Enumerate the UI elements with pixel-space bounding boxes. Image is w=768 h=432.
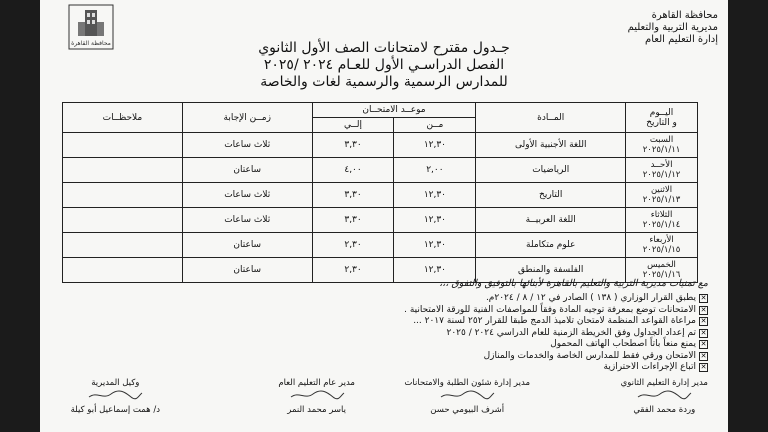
signature-block <box>278 378 355 416</box>
instruction-text: يمنع منعاً باتاً اصطحاب الهاتف المحمول <box>550 339 696 349</box>
from-cell: ١٢,٣٠ <box>394 183 476 208</box>
signatory-name: أشرف البيومي حسن <box>430 405 505 415</box>
to-cell: ٢,٣٠ <box>312 233 394 258</box>
duration-cell: ساعتان <box>182 158 312 183</box>
to-cell: ٣,٣٠ <box>312 208 394 233</box>
title-line-2: الفصل الدراسـي الأول للعـام ٢٠٢٤ /٢٠٢٥ <box>263 57 505 73</box>
instruction-text: الامتحانات توضع بمعرفة توجيه المادة وفقاً للمواصفات الفنية للورقة الامتحانية . <box>404 304 696 315</box>
duration-cell: ساعتان <box>182 233 312 258</box>
signatory-name: وردة محمد الفقي <box>633 405 696 415</box>
from-cell: ١٢,٣٠ <box>394 208 476 233</box>
day-name: الأربعاء <box>649 235 674 245</box>
day-name: الثلاثاء <box>650 210 673 220</box>
day-name: الخميس <box>647 260 676 270</box>
handwritten-signature <box>437 389 497 401</box>
to-cell: ٣,٣٠ <box>312 133 394 158</box>
header-notes: ملاحظــات <box>63 103 183 133</box>
header-exam-time: موعــد الامتحــان <box>312 103 476 118</box>
exam-date: ٢٠٢٥/١/١٥ <box>642 245 681 255</box>
governorate: محافظة القاهرة <box>651 10 718 21</box>
logo-caption: محافظة القاهرة <box>71 40 111 47</box>
header-to: إلــي <box>312 118 394 133</box>
instruction-item <box>404 328 708 340</box>
duration-cell: ثلاث ساعات <box>182 133 312 158</box>
header-subject: المــادة <box>476 103 626 133</box>
signatory-title: مدير إدارة التعليم الثانوي <box>620 378 708 388</box>
day-cell <box>626 208 698 233</box>
notes-cell <box>63 233 183 258</box>
signatory-name: ياسر محمد النمر <box>287 405 347 415</box>
checkbox-icon: ✕ <box>700 305 707 314</box>
administration: إدارة التعليم العام <box>645 34 718 45</box>
handwritten-signature <box>634 389 694 401</box>
signatory-title: مدير عام التعليم العام <box>278 378 355 388</box>
instructions-list <box>404 293 708 374</box>
checkbox-icon: ✕ <box>700 294 707 303</box>
day-name: الأحــد <box>650 160 673 170</box>
signatory-name: د/ همت إسماعيل أبو كيلة <box>70 405 160 415</box>
signature-block <box>621 378 708 416</box>
notes-cell <box>63 258 183 283</box>
subject-cell: الرياضيات <box>476 158 626 183</box>
subject-cell: الفلسفة والمنطق <box>476 258 626 283</box>
issuing-authority <box>628 10 718 46</box>
directorate-logo <box>68 4 114 50</box>
table-row <box>63 233 698 258</box>
instruction-text: يطبق القرار الوزاري ( ١٣٨ ) الصادر في ١٢ / ٨ / ٢٠٢٤م. <box>485 293 696 303</box>
table-row <box>63 208 698 233</box>
signature-block <box>404 378 530 416</box>
signature-block <box>71 378 160 416</box>
from-cell: ١٢,٣٠ <box>394 233 476 258</box>
instruction-item <box>404 293 708 305</box>
day-cell <box>626 133 698 158</box>
day-name: الاثنين <box>650 185 673 195</box>
exam-date: ٢٠٢٥/١/١٣ <box>642 195 681 205</box>
handwritten-signature <box>85 389 145 401</box>
header-from: مــن <box>394 118 476 133</box>
signatory-title: مدير إدارة شئون الطلبة والامتحانات <box>404 378 530 388</box>
exam-schedule-table <box>62 102 698 283</box>
signatures <box>48 378 720 432</box>
from-cell: ٢,٠٠ <box>394 158 476 183</box>
from-cell: ١٢,٣٠ <box>394 258 476 283</box>
exam-date: ٢٠٢٥/١/١١ <box>642 145 681 155</box>
checkbox-icon: ✕ <box>700 340 707 349</box>
signatory-title: وكيل المديرية <box>91 378 140 388</box>
day-cell <box>626 183 698 208</box>
to-cell: ٣,٣٠ <box>312 183 394 208</box>
checkbox-icon: ✕ <box>700 363 707 372</box>
day-name: السبت <box>649 135 674 145</box>
to-cell: ٤,٠٠ <box>312 158 394 183</box>
instruction-item <box>404 362 708 374</box>
notes-cell <box>63 183 183 208</box>
checkbox-icon: ✕ <box>700 328 707 337</box>
day-cell <box>626 233 698 258</box>
subject-cell: اللغة الأجنبية الأولى <box>476 133 626 158</box>
instruction-item <box>404 316 708 328</box>
day-cell <box>626 158 698 183</box>
duration-cell: ساعتان <box>182 258 312 283</box>
subject-cell: اللغة العربيــة <box>476 208 626 233</box>
instruction-text: تم إعداد الجداول وفق الخريطة الزمنية للعام الدراسي ٢٠٢٤ / ٢٠٢٥ <box>446 327 696 338</box>
duration-cell: ثلاث ساعات <box>182 208 312 233</box>
instruction-text: اتباع الإجراءات الاحترازية <box>603 362 696 372</box>
header-duration: زمــن الإجابة <box>182 103 312 133</box>
subject-cell: علوم متكاملة <box>476 233 626 258</box>
document-page <box>40 0 728 432</box>
document-title <box>160 40 608 91</box>
table-row <box>63 183 698 208</box>
duration-cell: ثلاث ساعات <box>182 183 312 208</box>
table-row <box>63 133 698 158</box>
title-line-1: جـدول مقترح لامتحانات الصف الأول الثانوي <box>258 40 510 56</box>
title-line-3: للمدارس الرسمية والرسمية لغات والخاصة <box>260 74 508 90</box>
from-cell: ١٢,٣٠ <box>394 133 476 158</box>
checkbox-icon: ✕ <box>700 351 707 360</box>
exam-date: ٢٠٢٥/١/١٤ <box>642 220 681 230</box>
notes-cell <box>63 158 183 183</box>
subject-cell: التاريخ <box>476 183 626 208</box>
exam-date: ٢٠٢٥/١/١٢ <box>642 170 681 180</box>
checkbox-icon: ✕ <box>700 317 707 326</box>
instruction-item <box>404 339 708 351</box>
exam-date: ٢٠٢٥/١/١٦ <box>642 270 681 280</box>
notes-cell <box>63 133 183 158</box>
to-cell: ٢,٣٠ <box>312 258 394 283</box>
directorate: مديرية التربية والتعليم <box>627 22 718 33</box>
instruction-item <box>404 351 708 363</box>
instruction-text: الامتحان ورقي فقط للمدارس الخاصة والخدمات والمنازل <box>483 350 696 361</box>
wishes-line: مع تمنيات مديرية التربية والتعليم بالقاهرة لأبنائها بالتوفيق والتفوق ،،، <box>439 278 708 289</box>
instruction-item <box>404 305 708 317</box>
header-day: اليــوم و التاريخ <box>626 103 698 133</box>
table-row <box>63 158 698 183</box>
handwritten-signature <box>287 389 347 401</box>
notes-cell <box>63 208 183 233</box>
instruction-text: مراعاة القواعد المنظمة لامتحان تلاميذ الدمج طبقا للقرار ٢٥٢ لسنة ٢٠١٧ ... <box>413 316 696 326</box>
